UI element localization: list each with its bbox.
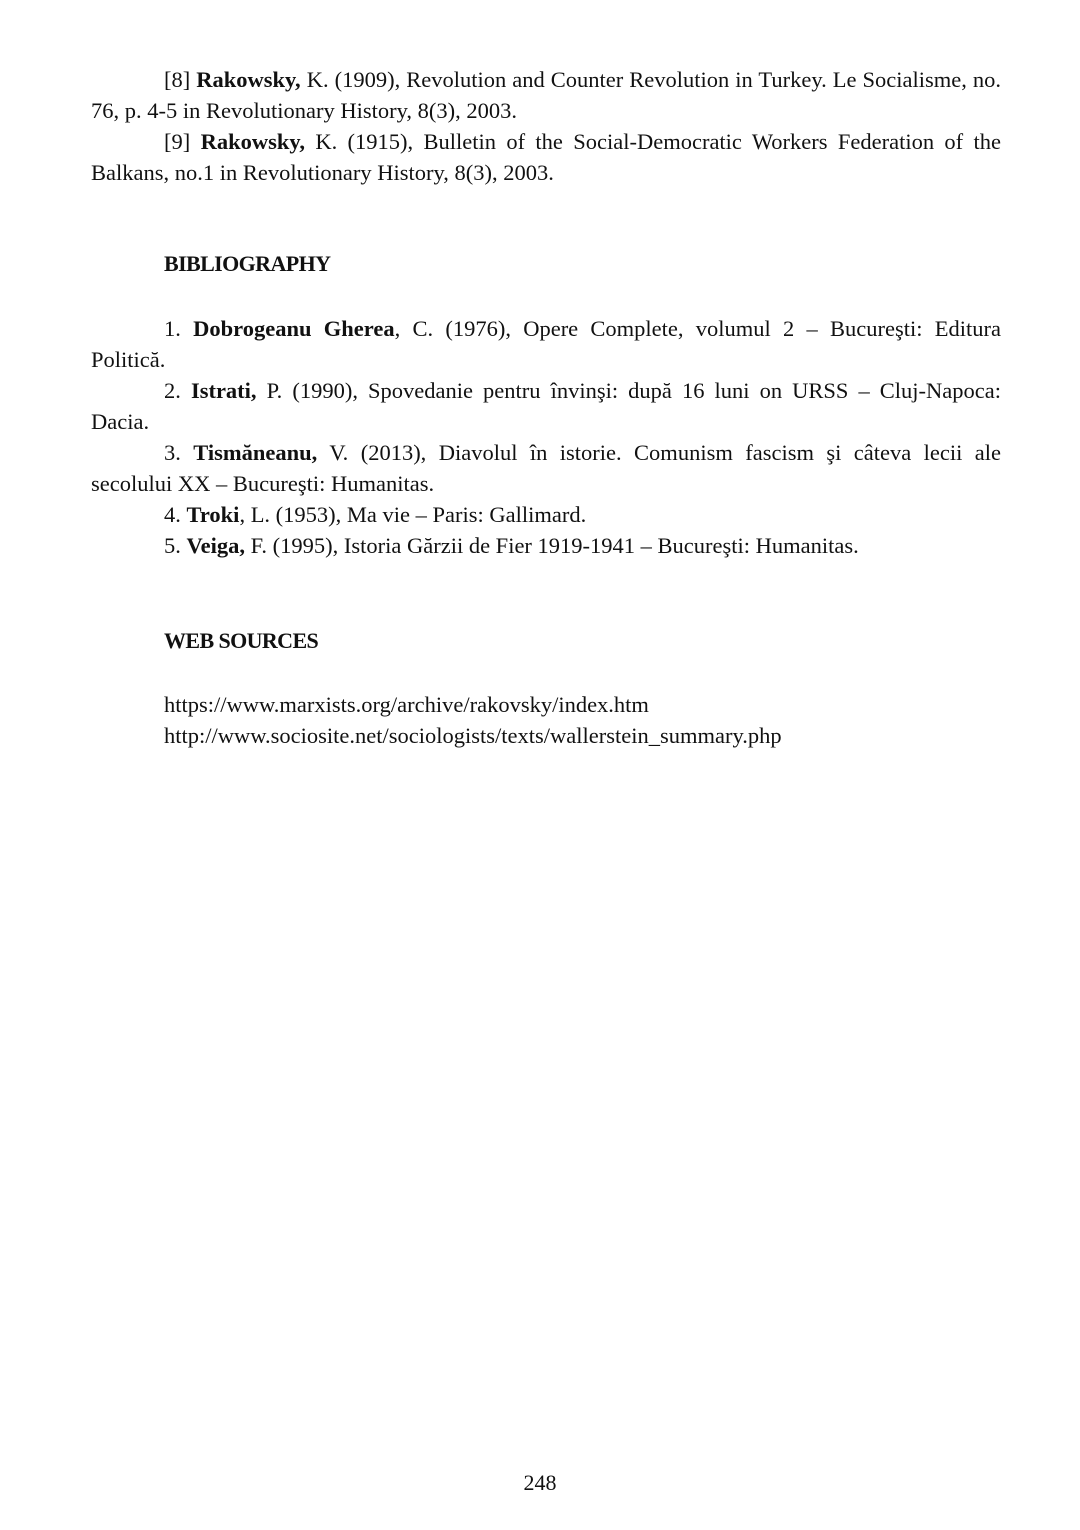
item-author: Dobrogeanu Gherea [193,316,395,341]
footnote-8 [91,64,1001,126]
item-author: Istrati, [190,378,257,403]
bibliography-item [91,313,1001,375]
web-sources-list [164,689,1044,751]
item-text: P. (1990), Spovedanie pentru învinşi: după 16 luni on URSS – Cluj-Napoca: Dacia. [91,378,1001,434]
web-source-link[interactable]: https://www.marxists.org/archive/rakovsky/index.htm [164,692,649,717]
item-number: 1. [164,316,194,341]
footnote-text: K. (1915), Bulletin of the Social-Democratic Workers Federation of the Balkans, no.1 in Revolutionary History, 8(3), 2003. [91,129,1001,185]
footnote-number: [9] [164,129,201,154]
bibliography-heading: BIBLIOGRAPHY [164,251,331,276]
page-number: 248 [523,1470,557,1495]
web-source-link[interactable]: http://www.sociosite.net/sociologists/texts/wallerstein_summary.php [164,723,782,748]
item-author: Veiga, [186,533,246,558]
bibliography-item [91,375,1001,437]
footnote-text: K. (1909), Revolution and Counter Revolution in Turkey. Le Socialisme, no. 76, p. 4-5 in Revolutionary History, 8(3), 2003. [91,67,1001,123]
item-text: , L. (1953), Ma vie – Paris: Gallimard. [239,502,587,527]
bibliography-item [91,530,1001,561]
footnotes [91,64,1001,188]
item-author: Tismăneanu, [193,440,318,465]
footnote-number: [8] [164,67,197,92]
web-sources-heading: WEB SOURCES [164,628,319,653]
item-number: 4. [164,502,187,527]
footnote-9 [91,126,1001,188]
bibliography-list [91,313,1001,561]
item-text: , C. (1976), Opere Complete, volumul 2 – Bucureşti: Editura Politică. [91,316,1002,372]
item-author: Troki [186,502,240,527]
footnote-author: Rakowsky, [200,129,305,154]
item-number: 3. [164,440,194,465]
item-text: F. (1995), Istoria Gărzii de Fier 1919-1941 – Bucureşti: Humanitas. [245,533,859,558]
item-number: 2. [164,378,191,403]
bibliography-item [91,499,1001,530]
item-text: V. (2013), Diavolul în istorie. Comunism fascism şi câteva lecii ale secolului XX – Bucureşti: Humanitas. [91,440,1002,496]
bibliography-item [91,437,1001,499]
footnote-author: Rakowsky, [196,67,301,92]
item-number: 5. [164,533,187,558]
